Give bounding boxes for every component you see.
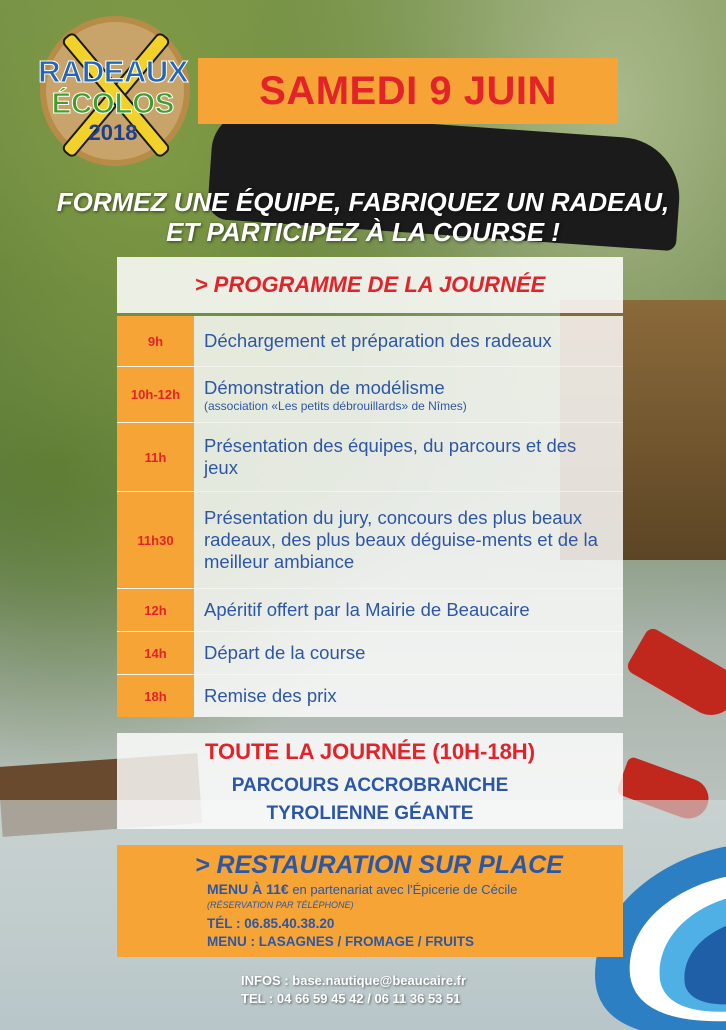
all-day-title: TOUTE LA JOURNÉE (10H-18H)	[204, 739, 536, 764]
menu-price-line	[207, 881, 517, 897]
menu-partner: en partenariat avec l'Épicerie de Cécile	[288, 882, 518, 897]
infos-phone: TEL : 04 66 59 45 42 / 06 11 36 53 51	[241, 991, 461, 1006]
all-day-box	[117, 733, 623, 829]
programme-row	[117, 675, 623, 717]
programme-desc: Départ de la course	[204, 642, 366, 663]
programme-time: 10h-12h	[117, 367, 194, 422]
programme-table	[117, 316, 623, 717]
programme-row	[117, 492, 623, 589]
programme-row	[117, 367, 623, 423]
logo-text-ecolos: ÉCOLOS	[51, 88, 175, 120]
programme-time: 11h30	[117, 492, 194, 588]
programme-desc: Démonstration de modélisme	[204, 376, 445, 398]
programme-desc-cell	[194, 632, 623, 674]
programme-time: 11h	[117, 423, 194, 491]
programme-desc-cell	[194, 423, 623, 491]
logo-text-year: 2018	[88, 120, 138, 145]
reservation-note: (RÉSERVATION PAR TÉLÉPHONE)	[207, 900, 354, 910]
menu-price: MENU À 11€	[207, 881, 289, 897]
slogan	[0, 187, 726, 247]
programme-row	[117, 589, 623, 632]
logo-text-radeaux: RADEAUX	[38, 54, 188, 89]
programme-time: 18h	[117, 675, 194, 717]
programme-desc: Présentation du jury, concours des plus beaux radeaux, des plus beaux déguise-ments et de la meilleur ambiance	[204, 507, 598, 572]
programme-desc-cell	[194, 492, 623, 588]
programme-desc-cell	[194, 675, 623, 717]
restauration-box	[117, 845, 623, 957]
restauration-title: > RESTAURATION SUR PLACE	[195, 851, 563, 879]
programme-title: > PROGRAMME DE LA JOURNÉE	[194, 272, 546, 297]
programme-row	[117, 423, 623, 492]
programme-time: 9h	[117, 316, 194, 366]
programme-desc-sub: (association «Les petits débrouillards» de Nîmes)	[204, 398, 467, 413]
restauration-phone: TÉL : 06.85.40.38.20	[207, 916, 335, 931]
programme-desc-cell	[194, 316, 623, 366]
contact-infos	[241, 972, 466, 1008]
red-paddle-illustration	[625, 626, 726, 724]
radeaux-ecolos-logo	[28, 12, 198, 182]
date-banner	[198, 58, 618, 124]
programme-desc-cell	[194, 589, 623, 631]
programme-time: 14h	[117, 632, 194, 674]
programme-time: 12h	[117, 589, 194, 631]
programme-desc: Remise des prix	[204, 685, 337, 706]
programme-desc-cell	[194, 367, 623, 422]
programme-header	[117, 257, 623, 313]
slogan-line-1: FORMEZ UNE ÉQUIPE, FABRIQUEZ UN RADEAU,	[56, 187, 670, 217]
menu-items: MENU : LASAGNES / FROMAGE / FRUITS	[207, 934, 475, 949]
programme-row	[117, 316, 623, 367]
all-day-activity: TYROLIENNE GÉANTE	[266, 803, 474, 824]
all-day-activity: PARCOURS ACCROBRANCHE	[231, 775, 509, 796]
event-date: SAMEDI 9 JUIN	[259, 68, 557, 113]
programme-row	[117, 632, 623, 675]
slogan-line-2: ET PARTICIPEZ À LA COURSE !	[166, 217, 560, 247]
infos-email: INFOS : base.nautique@beaucaire.fr	[241, 973, 467, 988]
programme-desc: Déchargement et préparation des radeaux	[204, 330, 552, 351]
programme-desc: Présentation des équipes, du parcours et des jeux	[204, 435, 577, 478]
programme-desc: Apéritif offert par la Mairie de Beaucaire	[204, 599, 530, 620]
